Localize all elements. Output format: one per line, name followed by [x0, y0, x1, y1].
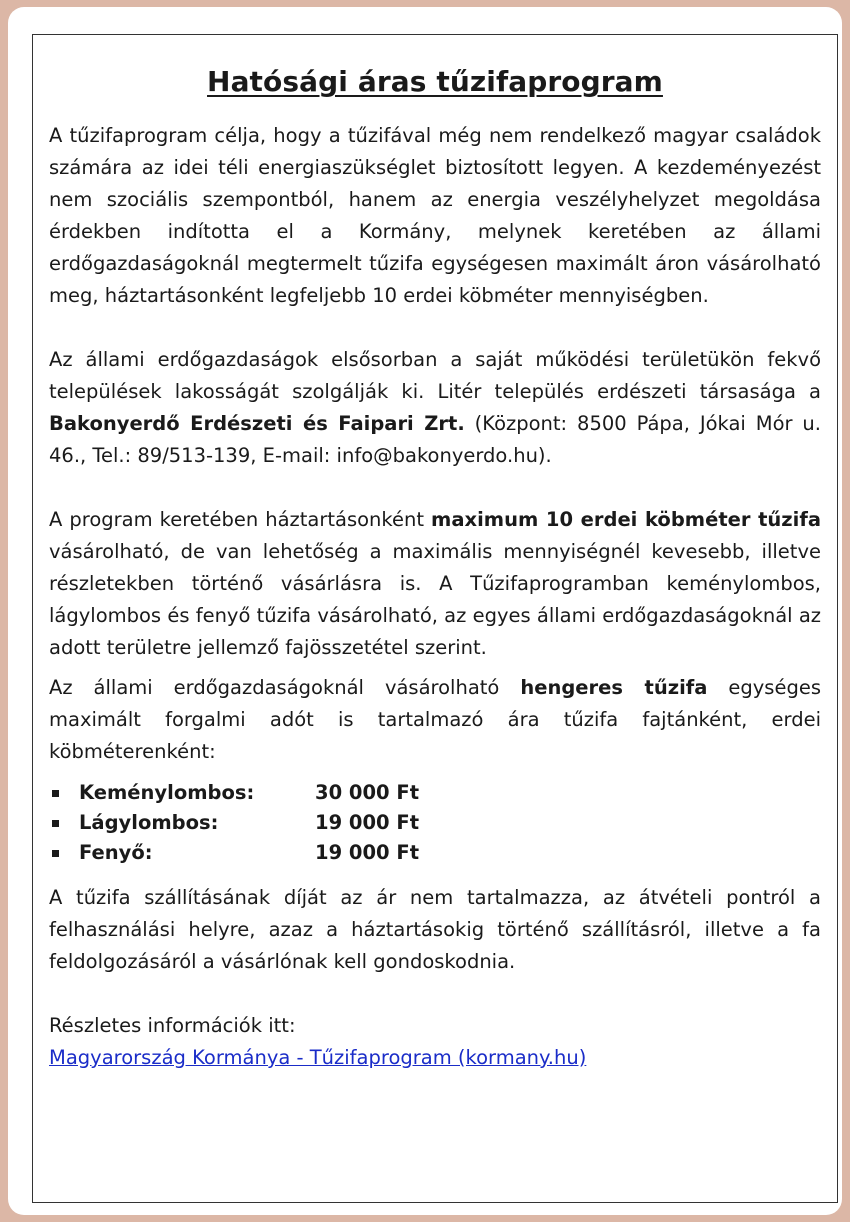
price-list: [49, 778, 821, 868]
wood-type: hengeres tűzifa: [520, 676, 708, 699]
company-name: Bakonyerdő Erdészeti és Faipari Zrt.: [49, 412, 465, 435]
info-label: Részletes információk itt:: [49, 1014, 296, 1037]
paragraph-intro: A tűzifaprogram célja, hogy a tűzifával még nem rendelkező magyar családok számára az idei téli energiaszükséglet biztosított legyen. A kezdeményezést nem szociális szempontból, hanem az energia veszélyhelyzet megoldása érdekben indította el a Kormány, melynek keretében az állami erdőgazdaságoknál megtermelt tűzifa egységesen maximált áron vásárolható meg, háztartásonként legfeljebb 10 erdei köbméter mennyiségben.: [49, 124, 821, 307]
price-item: Fenyő: 19 000 Ft: [49, 838, 821, 868]
bullet-icon: [52, 790, 59, 797]
paragraph-program: A program keretében háztartásonként maximum 10 erdei köbméter tűzifa vásárolható, de van lehetőség a maximális mennyiségnél kevesebb, illetve részletekben történő vásárlásra is. A Tűzifaprogramban keménylombos, lágylombos és fenyő tűzifa vásárolható, az egyes állami erdőgazdaságoknál az adott területre jellemző fajösszetétel szerint.: [49, 508, 821, 659]
max-quantity: maximum 10 erdei köbméter tűzifa: [431, 508, 821, 531]
document-page: [32, 34, 838, 1203]
paragraph-prices-intro: Az állami erdőgazdaságoknál vásárolható hengeres tűzifa egységes maximált forgalmi adót is tartalmazó ára tűzifa fajtánként, erdei köbméterenként:: [49, 676, 821, 763]
price-item: Lágylombos: 19 000 Ft: [49, 808, 821, 838]
document-content: [49, 65, 821, 1074]
price-item: Keménylombos: 30 000 Ft: [49, 778, 821, 808]
page-title: Hatósági áras tűzifaprogram: [207, 65, 663, 98]
bullet-icon: [52, 850, 59, 857]
page-frame: [8, 7, 842, 1215]
paragraph-forestry: Az állami erdőgazdaságok elsősorban a saját működési területükön fekvő települések lakosságát szolgálják ki. Litér település erdészeti társasága a Bakonyerdő Erdészeti és Faipari Zrt. (Központ: 8500 Pápa, Jókai Mór u. 46., Tel.: 89/513-139, E-mail: info@bakonyerdo.hu).: [49, 348, 821, 467]
bullet-icon: [52, 820, 59, 827]
paragraph-delivery: A tűzifa szállításának díját az ár nem tartalmazza, az átvételi pontról a felhasználási helyre, azaz a háztartásokig történő szállításról, illetve a fa feldolgozásáról a vásárlónak kell gondoskodnia.: [49, 886, 821, 973]
kormany-link[interactable]: Magyarország Kormánya - Tűzifaprogram (kormany.hu): [49, 1046, 587, 1069]
